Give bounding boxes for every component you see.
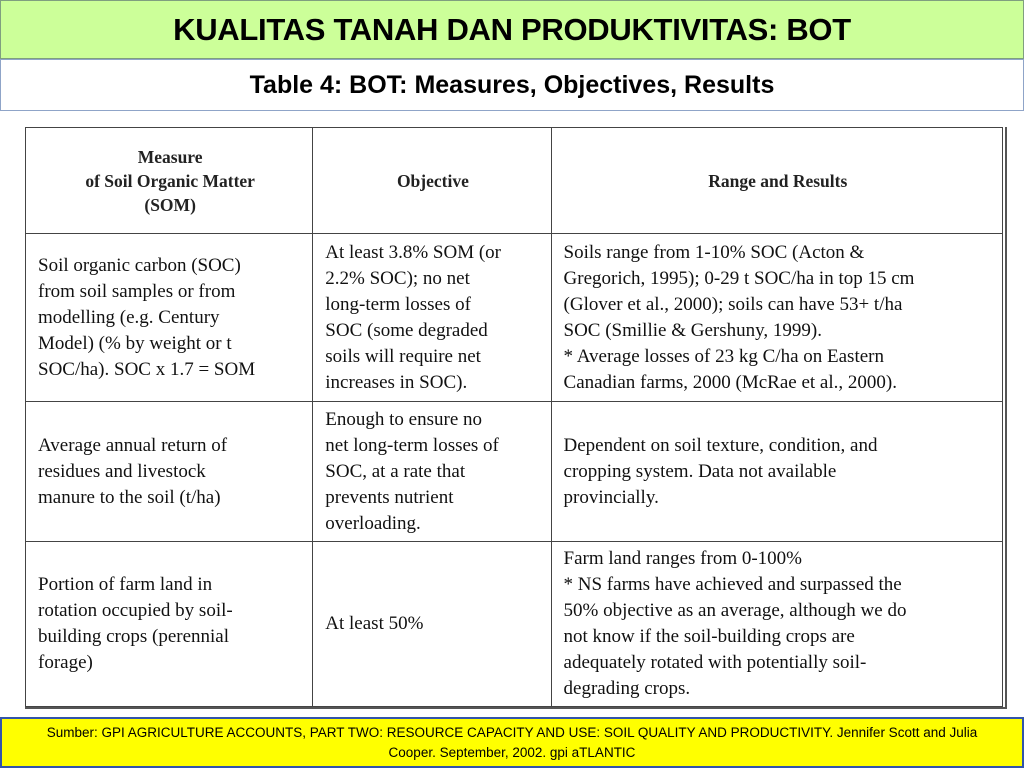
cell-line: Enough to ensure no <box>325 408 483 430</box>
cell-line: provincially. <box>563 486 659 508</box>
table-frame <box>25 127 1007 709</box>
slide-title-bar <box>0 0 1024 59</box>
table-row <box>26 542 1003 707</box>
cell-line: Soil organic carbon (SOC) <box>38 254 241 276</box>
cell-line: 2.2% SOC); no net <box>325 267 470 289</box>
cell-line: At least 3.8% SOM (or <box>325 241 502 263</box>
source-citation <box>47 723 978 763</box>
header-objective: Objective <box>313 128 551 234</box>
cell-line: cropping system. Data not available <box>563 460 837 482</box>
header-measure-line: Measure <box>137 146 203 167</box>
cell-results <box>551 402 1002 542</box>
cell-line: soils will require net <box>325 345 481 367</box>
cell-line: 50% objective as an average, although we do <box>563 600 907 621</box>
cell-line: (Glover et al., 2000); soils can have 53+ t/ha <box>563 293 903 315</box>
cell-line: Model) (% by weight or t <box>38 332 232 354</box>
cell-line: modelling (e.g. Century <box>38 306 220 328</box>
cell-line: Dependent on soil texture, condition, and <box>563 434 878 456</box>
cell-line: manure to the soil (t/ha) <box>38 486 221 508</box>
slide-title: KUALITAS TANAH DAN PRODUKTIVITAS: BOT <box>173 11 851 47</box>
cell-line: building crops (perennial <box>38 626 230 647</box>
table-header-row <box>26 128 1003 234</box>
cell-line: Average annual return of <box>38 434 228 456</box>
table-row <box>26 402 1003 542</box>
cell-line: increases in SOC). <box>325 371 468 393</box>
cell-line: residues and livestock <box>38 460 206 482</box>
cell-line: not know if the soil-building crops are <box>563 626 855 647</box>
table-row <box>26 234 1003 402</box>
cell-line: SOC (Smillie & Gershuny, 1999). <box>563 319 822 341</box>
cell-line: * NS farms have achieved and surpassed the <box>563 574 902 595</box>
source-line-1: Sumber: GPI AGRICULTURE ACCOUNTS, PART TWO: RESOURCE CAPACITY AND USE: SOIL QUALITY AND PRODUCTIVITY. Jennifer Scott and Julia <box>46 724 978 740</box>
cell-line: SOC, at a rate that <box>325 460 466 482</box>
cell-line: adequately rotated with potentially soil- <box>563 652 867 673</box>
cell-line: At least 50% <box>325 613 424 634</box>
cell-line: Gregorich, 1995); 0-29 t SOC/ha in top 15 cm <box>563 267 915 289</box>
bot-measures-table <box>25 127 1003 707</box>
cell-line: net long-term losses of <box>325 434 499 456</box>
cell-line: SOC (some degraded <box>325 319 488 341</box>
cell-measure <box>26 234 313 402</box>
source-line-2: Cooper. September, 2002. gpi aTLANTIC <box>388 744 636 760</box>
cell-objective <box>313 542 551 707</box>
cell-line: Portion of farm land in <box>38 574 213 595</box>
cell-line: prevents nutrient <box>325 486 454 508</box>
cell-line: Soils range from 1-10% SOC (Acton & <box>563 241 865 263</box>
table-caption: Table 4: BOT: Measures, Objectives, Results <box>249 70 775 99</box>
cell-measure <box>26 402 313 542</box>
cell-line: from soil samples or from <box>38 280 236 302</box>
header-measure-line: of Soil Organic Matter <box>85 170 255 191</box>
header-measure <box>26 128 313 234</box>
cell-line: forage) <box>38 652 93 673</box>
cell-line: rotation occupied by soil- <box>38 600 233 621</box>
cell-line: * Average losses of 23 kg C/ha on Eastern <box>563 345 884 367</box>
header-results: Range and Results <box>551 128 1002 234</box>
cell-results <box>551 542 1002 707</box>
cell-results <box>551 234 1002 402</box>
source-footer <box>0 717 1024 768</box>
cell-line: SOC/ha). SOC x 1.7 = SOM <box>38 358 256 380</box>
cell-line: Farm land ranges from 0-100% <box>563 548 803 569</box>
cell-line: overloading. <box>325 512 421 534</box>
header-measure-line: (SOM) <box>144 194 196 215</box>
cell-line: long-term losses of <box>325 293 471 315</box>
cell-measure <box>26 542 313 707</box>
cell-objective <box>313 402 551 542</box>
cell-objective <box>313 234 551 402</box>
cell-line: degrading crops. <box>563 678 691 699</box>
slide-subtitle-bar <box>0 59 1024 111</box>
cell-line: Canadian farms, 2000 (McRae et al., 2000). <box>563 371 897 393</box>
